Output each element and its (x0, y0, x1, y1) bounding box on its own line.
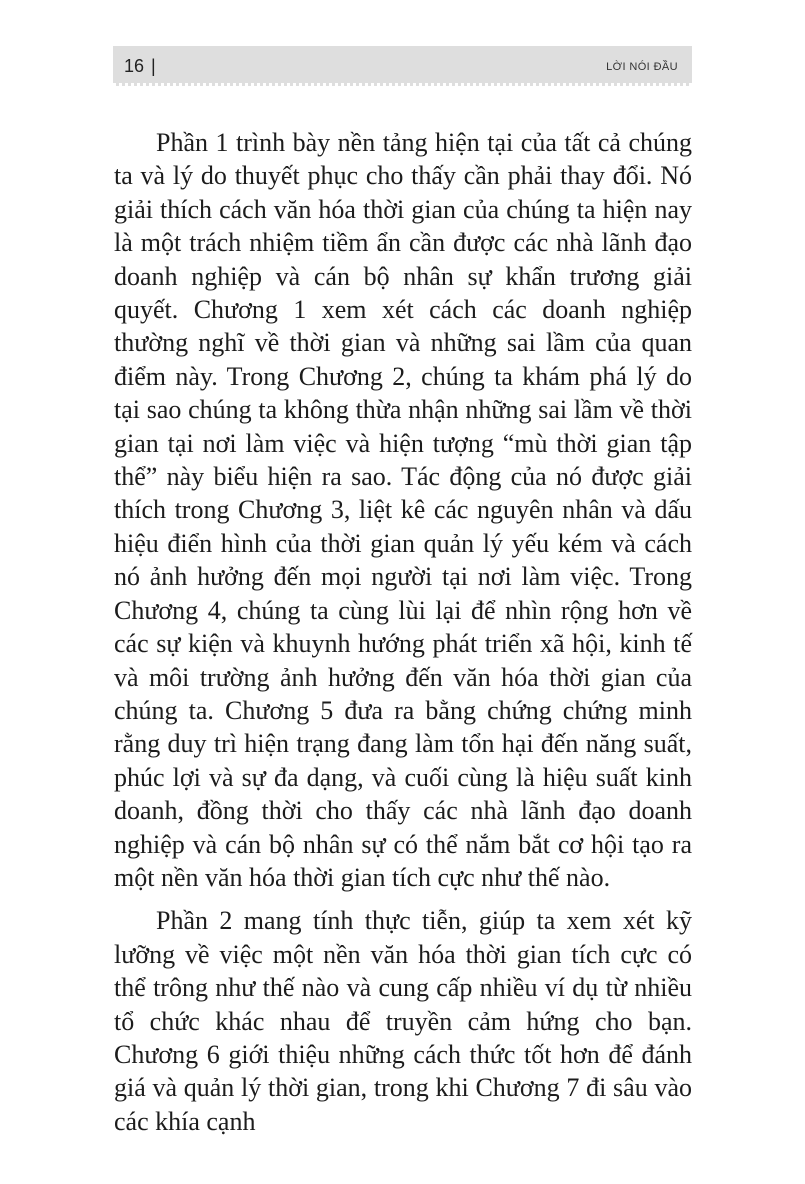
header-divider: | (151, 56, 156, 76)
paragraph-1: Phần 1 trình bày nền tảng hiện tại của tất cả chúng ta và lý do thuyết phục cho thấy cần phải thay đổi. Nó giải thích cách văn hóa thời gian của chúng ta hiện nay là một trách nhiệm tiềm ẩn cần được các nhà lãnh đạo doanh nghiệp và cán bộ nhân sự khẩn trương giải quyết. Chương 1 xem xét cách các doanh nghiệp thường nghĩ về thời gian và những sai lầm của quan điểm này. Trong Chương 2, chúng ta khám phá lý do tại sao chúng ta không thừa nhận những sai lầm về thời gian tại nơi làm việc và hiện tượng “mù thời gian tập thể” này biểu hiện ra sao. Tác động của nó được giải thích trong Chương 3, liệt kê các nguyên nhân và dấu hiệu điển hình của thời gian quản lý yếu kém và cách nó ảnh hưởng đến mọi người tại nơi làm việc. Trong Chương 4, chúng ta cùng lùi lại để nhìn rộng hơn về các sự kiện và khuynh hướng phát triển xã hội, kinh tế và môi trường ảnh hưởng đến văn hóa thời gian của chúng ta. Chương 5 đưa ra bằng chứng chứng minh rằng duy trì hiện trạng đang làm tổn hại đến năng suất, phúc lợi và sự đa dạng, và cuối cùng là hiệu suất kinh doanh, đồng thời cho thấy các nhà lãnh đạo doanh nghiệp và cán bộ nhân sự có thể nắm bắt cơ hội tạo ra một nền văn hóa thời gian tích cực như thế nào. (114, 128, 692, 892)
body-text (114, 126, 692, 1138)
paragraph-2: Phần 2 mang tính thực tiễn, giúp ta xem xét kỹ lưỡng về việc một nền văn hóa thời gian tích cực có thể trông như thế nào và cung cấp nhiều ví dụ từ nhiều tổ chức khác nhau để truyền cảm hứng cho bạn. Chương 6 giới thiệu những cách thức tốt hơn để đánh giá và quản lý thời gian, trong khi Chương 7 đi sâu vào các khía cạnh (114, 906, 692, 1136)
page-header (113, 46, 692, 86)
page-number: 16 (124, 56, 145, 76)
running-title: LỜI NÓI ĐẦU (606, 61, 678, 73)
